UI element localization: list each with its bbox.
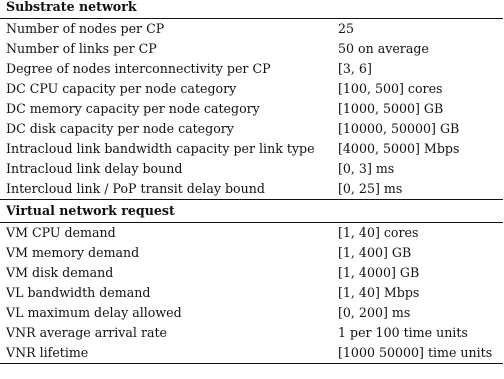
table-row xyxy=(0,79,503,99)
parameter-name: VM disk demand xyxy=(6,265,114,280)
table-row xyxy=(0,59,503,79)
table-row xyxy=(0,223,503,244)
table-row xyxy=(0,303,503,323)
parameter-value: [1000, 5000] GB xyxy=(338,101,444,116)
parameter-name: DC CPU capacity per node category xyxy=(6,81,237,96)
parameter-value: [0, 200] ms xyxy=(338,305,411,320)
parameter-value: [1, 400] GB xyxy=(338,245,412,260)
parameter-value: 1 per 100 time units xyxy=(338,325,468,340)
table-row xyxy=(0,263,503,283)
parameter-value: [4000, 5000] Mbps xyxy=(338,141,460,156)
parameter-name: DC disk capacity per node category xyxy=(6,121,234,136)
parameter-value: [1, 40] Mbps xyxy=(338,285,420,300)
parameter-name: VNR average arrival rate xyxy=(6,325,167,340)
section-header-virtual-network xyxy=(0,200,503,223)
parameter-value: [10000, 50000] GB xyxy=(338,121,460,136)
table-row xyxy=(0,323,503,343)
parameter-name: VNR lifetime xyxy=(0,343,332,364)
parameter-name: VL maximum delay allowed xyxy=(6,305,182,320)
parameter-name: VL bandwidth demand xyxy=(6,285,151,300)
table-row xyxy=(0,343,503,364)
section-title: Substrate network xyxy=(6,0,137,14)
parameter-name: Intracloud link delay bound xyxy=(6,161,183,176)
table-row xyxy=(0,159,503,179)
table-row xyxy=(0,19,503,40)
parameter-value: [0, 25] ms xyxy=(338,181,403,196)
parameter-name: Degree of nodes interconnectivity per CP xyxy=(6,61,271,76)
section-title: Virtual network request xyxy=(0,200,503,223)
table-row xyxy=(0,119,503,139)
parameter-name: Intracloud link bandwidth capacity per link type xyxy=(6,141,315,156)
parameter-value: [1, 4000] GB xyxy=(338,265,420,280)
parameter-value: [3, 6] xyxy=(338,61,372,76)
parameter-value: [1, 40] cores xyxy=(332,223,503,244)
parameter-name: Number of nodes per CP xyxy=(0,19,332,40)
parameter-value: 25 xyxy=(332,19,503,40)
parameter-name: Intercloud link / PoP transit delay bound xyxy=(6,181,265,196)
parameter-value: 50 on average xyxy=(338,41,429,56)
parameter-value: [100, 500] cores xyxy=(338,81,443,96)
parameter-name: VM memory demand xyxy=(6,245,140,260)
parameter-value: [1000 50000] time units xyxy=(332,343,503,364)
parameter-value: [0, 3] ms xyxy=(338,161,395,176)
table-row xyxy=(0,99,503,119)
table-row xyxy=(0,179,503,200)
parameter-name: VM CPU demand xyxy=(0,223,332,244)
table-row xyxy=(0,243,503,263)
section-header-substrate xyxy=(0,0,503,19)
table-row xyxy=(0,283,503,303)
parameter-name: Number of links per CP xyxy=(6,41,157,56)
parameter-name: DC memory capacity per node category xyxy=(6,101,260,116)
table-row xyxy=(0,139,503,159)
table-row xyxy=(0,39,503,59)
